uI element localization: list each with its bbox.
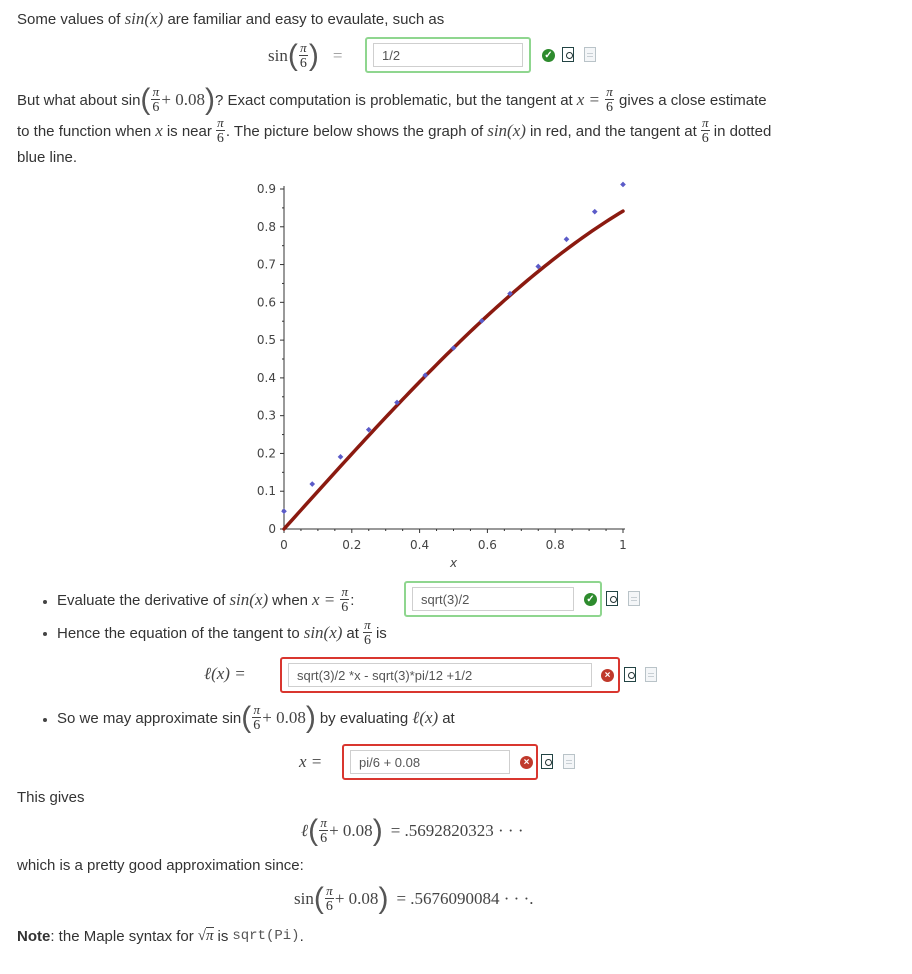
l-x-equals: ℓ(x) = [204, 664, 246, 683]
intro-text: Some values of [17, 11, 121, 28]
bullet-derivative: Evaluate the derivative of sin(x) when x = $\frac{\pi}{6}$ : [57, 584, 355, 615]
l-result-expression: ℓ ( $\frac{\pi}{6}$ + 0.08 ) = .5692820323 · · · [301, 814, 524, 847]
x-axis-label: x [449, 556, 458, 570]
x-tick-label: 1 [619, 538, 627, 552]
x-tick-label: 0.2 [342, 538, 362, 552]
b3-l: ℓ(x) [412, 708, 439, 727]
bullet-dot [43, 600, 47, 604]
para2-text-i: blue line. [17, 149, 78, 166]
para2-text-b: ? Exact computation is problematic, but the tangent at [215, 91, 573, 109]
answer-input-x-value[interactable]: pi/6 + 0.08 [350, 750, 510, 774]
which-text: which is a pretty good approximation since: [17, 857, 304, 874]
b1-text: Evaluate the derivative of [57, 591, 226, 609]
note-text: : the Maple syntax for [50, 927, 194, 945]
x-tick-label: 0 [280, 538, 288, 552]
y-tick-label: 0.7 [256, 257, 276, 272]
para2-text-f: . The picture below shows the graph of [225, 122, 484, 140]
bullet-tangent: Hence the equation of the tangent to sin(x) at $\frac{\pi}{6}$ is [57, 617, 387, 648]
preview-icon-2[interactable] [606, 591, 618, 606]
bullet-dot [43, 632, 47, 636]
b3-at: at [442, 709, 455, 727]
tangent-point [281, 508, 287, 514]
incorrect-x-icon-2: × [520, 756, 533, 769]
tangent-point [338, 454, 344, 460]
preview-icon-4[interactable] [541, 754, 553, 769]
syntax-help-icon-2[interactable] [628, 591, 640, 606]
bullet-approximate: So we may approximate sin ( $\frac{\pi}{6}$ + 0.08 ) by evaluating ℓ(x) at [57, 701, 455, 734]
tangent-point [564, 236, 570, 242]
sin-result-value: = .5676090084 · · ·. [396, 889, 534, 908]
para2-line1: But what about sin ( $\frac{\pi}{6}$ + 0.08 ) ? Exact computation is problematic, but the tangent at x = $\frac{\pi}{6}$ gives a close estimate [17, 83, 767, 116]
answer-box-derivative [404, 581, 602, 617]
incorrect-x-icon: × [601, 669, 614, 682]
sin-curve-line [284, 211, 623, 529]
x-tick-label: 0.4 [410, 538, 430, 552]
sin-x-math-2: sin(x) [487, 121, 526, 140]
b1-x-eq: x = [312, 590, 336, 609]
b1-when: when [272, 591, 309, 609]
b1-func: sin(x) [229, 590, 269, 609]
y-tick-label: 0.5 [256, 333, 276, 348]
y-tick-label: 0.1 [256, 484, 276, 499]
answer-input-sin-pi-6[interactable]: 1/2 [373, 43, 523, 67]
answer-box-x-value [342, 744, 538, 780]
para2-text-c: gives a close estimate [619, 91, 767, 109]
x-tick-label: 0.6 [477, 538, 497, 552]
l-result-value: = .5692820323 · · · [390, 821, 524, 840]
para2-text-g: in red, and the tangent at [529, 122, 697, 140]
y-tick-label: 0.9 [256, 182, 276, 196]
plus-0-08: + 0.08 [161, 90, 206, 109]
bullet-dot [43, 718, 47, 722]
note-end: . [299, 927, 304, 945]
answer-box-tangent-eq [280, 657, 620, 693]
this-gives-text: This gives [17, 789, 85, 806]
para2-text-a: But what about sin [17, 91, 141, 109]
plus-0-08-3: + 0.08 [334, 889, 379, 908]
y-tick-label: 0.4 [256, 370, 276, 385]
y-tick-label: 0.8 [256, 219, 276, 234]
b2-func: sin(x) [303, 623, 343, 642]
note-line [17, 924, 304, 948]
para2-text-d: to the function when [17, 122, 152, 140]
para2-text-h: in dotted [713, 122, 772, 140]
answer-input-tangent-eq[interactable]: sqrt(3)/2 *x - sqrt(3)*pi/12 +1/2 [288, 663, 592, 687]
y-tick-label: 0 [268, 522, 276, 536]
x-tick-label: 0.8 [545, 538, 565, 552]
y-tick-label: 0.3 [256, 408, 276, 423]
note-is: is [217, 927, 229, 945]
para2-text-e: is near [166, 122, 212, 140]
x-equals-2: x = [299, 752, 323, 771]
plus-0-08-2: + 0.08 [329, 821, 373, 840]
sin-pi-over-6-expression: sin ( $\frac{\pi}{6}$ ) = [268, 39, 343, 72]
tangent-point [592, 209, 598, 215]
syntax-help-icon-4[interactable] [563, 754, 575, 769]
equals-sign: = [332, 46, 343, 65]
answer-input-derivative[interactable]: sqrt(3)/2 [412, 587, 574, 611]
sqrt-pi-math: √π [197, 927, 214, 944]
y-tick-label: 0.6 [256, 295, 276, 310]
b2-text: Hence the equation of the tangent to [57, 624, 300, 642]
sin-x-math: sin(x) [124, 9, 164, 28]
preview-icon-3[interactable] [624, 667, 636, 682]
b3-end: by evaluating [319, 709, 409, 727]
b3-plus: + 0.08 [262, 708, 306, 727]
sin-label-2: sin [294, 889, 314, 908]
maple-syntax-code: sqrt(Pi) [232, 928, 300, 944]
pi-over-6-fraction: $\frac{\pi}{6}$ [299, 40, 307, 71]
sin-result-expression: sin ( $\frac{\pi}{6}$ + 0.08 ) = .5676090084 · · ·. [294, 882, 534, 915]
correct-check-icon: ✓ [542, 49, 555, 62]
correct-check-icon-2: ✓ [584, 593, 597, 606]
sin-label: sin [268, 46, 288, 65]
l-symbol: ℓ [301, 821, 309, 840]
y-tick-label: 0.2 [256, 446, 276, 461]
x-var: x [155, 121, 163, 140]
b2-at: at [346, 624, 359, 642]
tangent-point [620, 182, 626, 188]
x-equals: x = [576, 90, 601, 109]
note-label: Note [17, 927, 51, 945]
syntax-help-icon-3[interactable] [645, 667, 657, 682]
para2-line2: to the function when x is near $\frac{\pi}{6}$ . The picture below shows the graph of sin(x) in red, and the tangent at $\frac{\pi}{6}$ in dotted [17, 115, 772, 146]
tangent-point [309, 481, 315, 487]
b2-is: is [375, 624, 387, 642]
intro-text-end: are familiar and easy to evaulate, such as [167, 11, 445, 28]
b3-text: So we may approximate sin [57, 709, 242, 727]
